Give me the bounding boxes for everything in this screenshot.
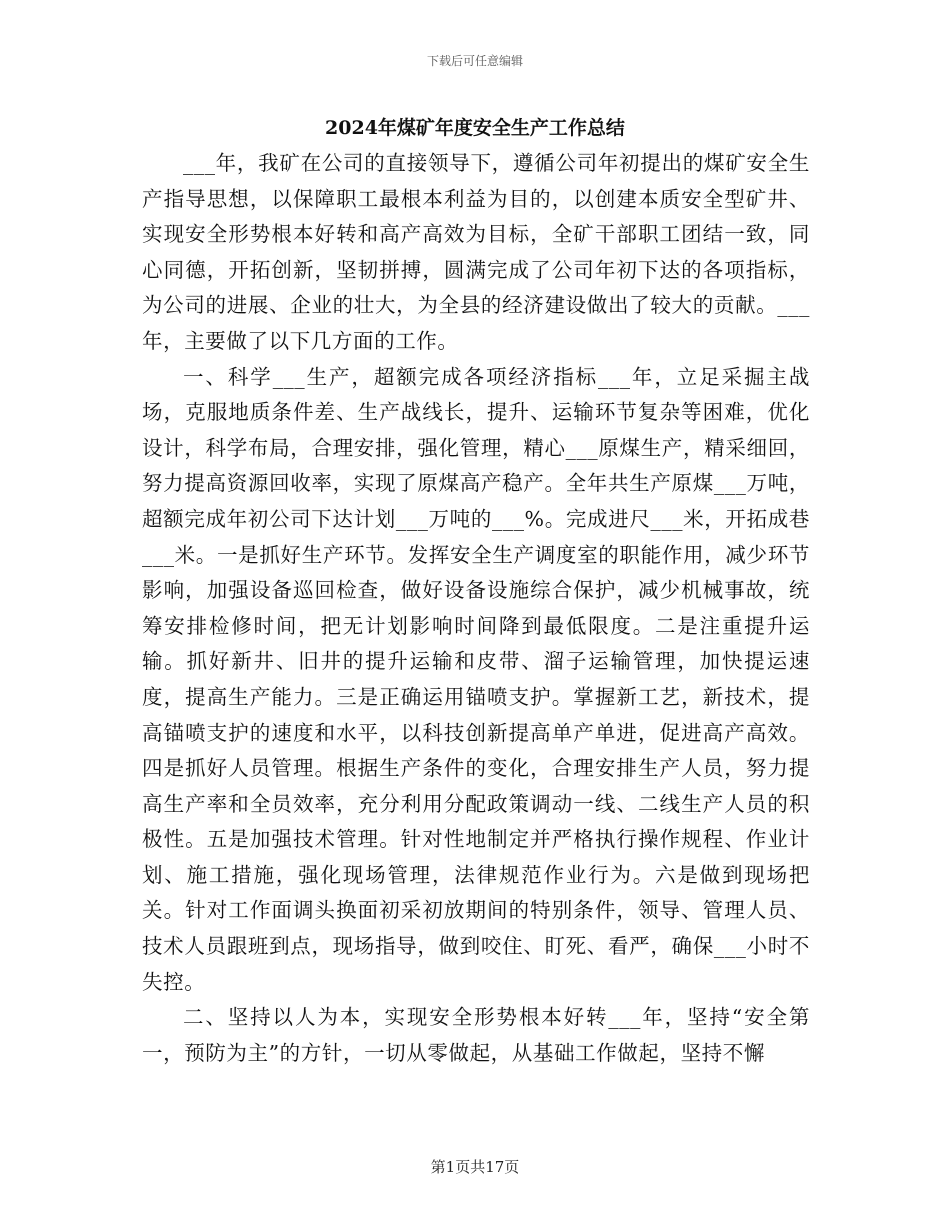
paragraph-intro: ___年，我矿在公司的直接领导下，遵循公司年初提出的煤矿安全生产指导思想，以保障职工最根本利益为目的，以创建本质安全型矿井、实现安全形势根本好转和高产高效为目标，全矿干部职工团结一致，同心同德，开拓创新，坚韧拼搏，圆满完成了公司年初下达的各项指标，为公司的进展、企业的壮大，为全县的经济建设做出了较大的贡献。___年，主要做了以下几方面的工作。 xyxy=(142,151,810,353)
document-title: 2024年煤矿年度安全生产工作总结 xyxy=(325,117,625,139)
document-body xyxy=(142,146,810,1071)
paragraph-section-1: 一、科学___生产，超额完成各项经济指标___年，立足采掘主战场，克服地质条件差、生产战线长，提升、运输环节复杂等困难，优化设计，科学布局，合理安排，强化管理，精心___原煤生产，精采细回，努力提高资源回收率，实现了原煤高产稳产。全年共生产原煤___万吨，超额完成年初公司下达计划___万吨的___%。完成进尺___米，开拓成巷___米。一是抓好生产环节。发挥安全生产调度室的职能作用，减少环节影响，加强设备巡回检查，做好设备设施综合保护，减少机械事故，统筹安排检修时间，把无计划影响时间降到最低限度。二是注重提升运输。抓好新井、旧井的提升运输和皮带、溜子运输管理，加快提运速度，提高生产能力。三是正确运用锚喷支护。掌握新工艺，新技术，提高锚喷支护的速度和水平，以科技创新提高单产单进，促进高产高效。四是抓好人员管理。根据生产条件的变化，合理安排生产人员，努力提高生产率和全员效率，充分利用分配政策调动一线、二线生产人员的积极性。五是加强技术管理。针对性地制定并严格执行操作规程、作业计划、施工措施，强化现场管理，法律规范作业行为。六是做到现场把关。针对工作面调头换面初采初放期间的特别条件，领导、管理人员、技术人员跟班到点，现场指导，做到咬住、盯死、看严，确保___小时不失控。 xyxy=(142,364,810,994)
page-footer: 第1页共17页 xyxy=(430,1158,520,1176)
page-header: 下载后可任意编辑 xyxy=(426,54,523,68)
paragraph-section-2: 二、坚持以人为本，实现安全形势根本好转___年，坚持“安全第一，预防为主”的方针，一切从零做起，从基础工作做起，坚持不懈 xyxy=(142,1005,810,1065)
